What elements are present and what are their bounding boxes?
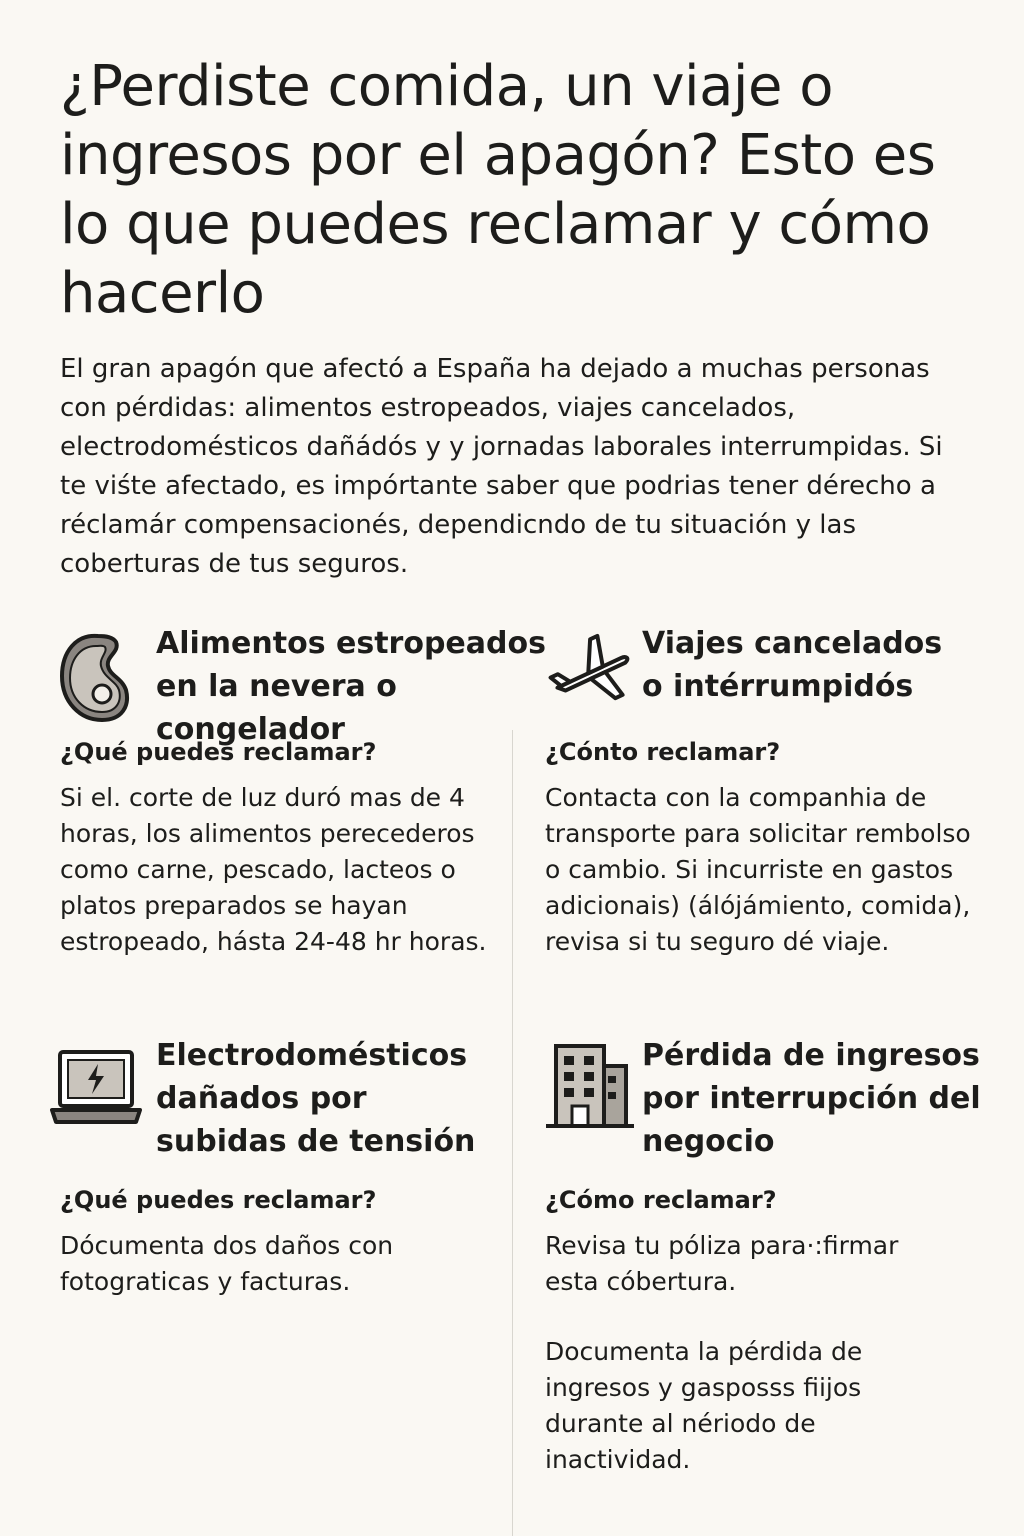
intro-paragraph: El gran apagón que afectó a España ha dejado a muchas personas con pérdidas: alimentos estropeados, viajes cancelados, electrodomésticos dañádós y y jornadas laborales interrumpidas. Si te viśte afectado, es impórtante saber que podrias tener dérecho a réclamár compensacionés, dependicnd​o de tu situación y las coberturas de tus seguros.	[60, 354, 943, 579]
card-travel-subtitle: ¿Cónto reclamar?	[545, 738, 781, 766]
card-appliances-body: Dócumenta dos daños con fotograticas y facturas.	[60, 1231, 394, 1296]
card-appliances-title: Electrodomésticos dañados por subidas de tensión	[156, 1038, 476, 1159]
building-icon	[544, 1040, 636, 1132]
card-travel-title: Viajes cancelados o intérrumpidós	[642, 626, 943, 704]
column-divider	[512, 730, 513, 1536]
card-business-subtitle: ¿Cómo reclamar?	[545, 1186, 777, 1214]
card-business-title: Pérdida de ingresos por interrupción del negocio	[642, 1038, 981, 1159]
meat-icon	[58, 632, 134, 724]
card-business-body-1: Revisa tu póliza para·:firmar esta cóbertura.	[545, 1231, 899, 1296]
card-business-body-2: Documenta la pérdida de ingresos y gasposss fiijos durante al nériodo de inactividad.	[545, 1337, 863, 1474]
card-food-subtitle: ¿Qué puedes reclamar?	[60, 738, 377, 766]
card-food-body: Si el. corte de luz duró mas de 4 horas, los alimentos perecederos como carne, pescado, lacteos o platos preparados se hayan estropeado, hásta 24-48 hr horas.	[60, 783, 487, 956]
card-travel-body: Contacta con la companhia de transporte para solicitar rembolso o cambio. Si incurriste en gastos adicionais) (álójámiento, comida), revisa si tu seguro dé viaje.	[545, 783, 971, 956]
page-title: ¿Perdiste comida, un viaje o ingresos por el apagón? Esto es lo que puedes reclamar y cómo hacerlo	[60, 54, 936, 326]
laptop-lightning-icon	[50, 1048, 142, 1128]
airplane-icon	[548, 632, 634, 712]
card-food-title: Alimentos estropeados en la nevera o congelador	[156, 626, 546, 747]
card-appliances-subtitle: ¿Qué puedes reclamar?	[60, 1186, 377, 1214]
